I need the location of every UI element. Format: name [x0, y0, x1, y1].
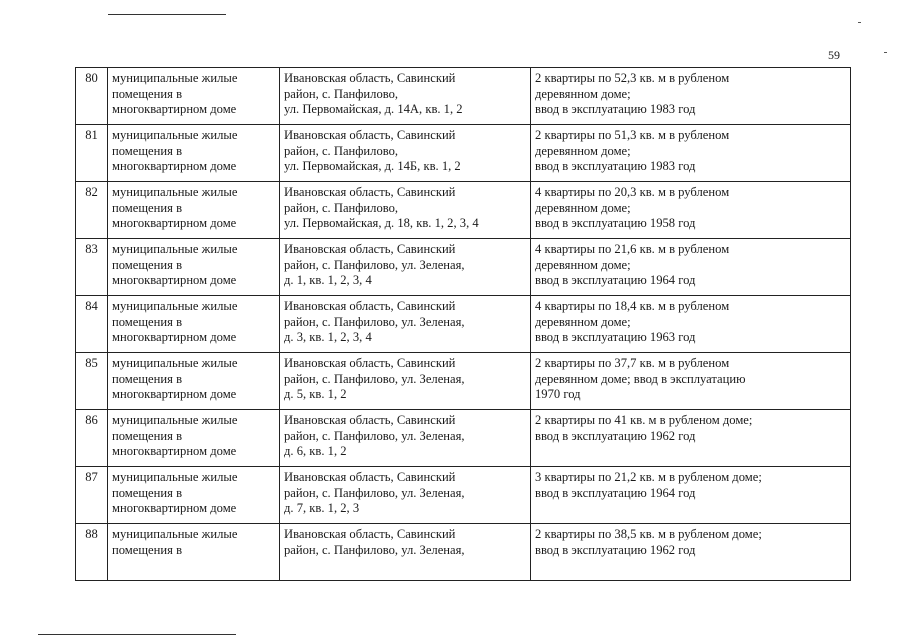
cell-text-line: муниципальные жилые: [112, 413, 238, 427]
row-number-cell: 82: [76, 182, 108, 239]
row-number-cell: 85: [76, 353, 108, 410]
table-row: [76, 239, 851, 296]
cell-text-line: ввод в эксплуатацию 1964 год: [535, 273, 696, 287]
cell-text-line: 2 квартиры по 37,7 кв. м в рубленом: [535, 356, 730, 370]
address-cell: [280, 353, 531, 410]
cell-text-line: деревянном доме;: [535, 314, 631, 329]
row-number-cell: 86: [76, 410, 108, 467]
cell-text-line: Ивановская область, Савинский: [284, 470, 456, 484]
address-cell: [280, 182, 531, 239]
property-type-cell: [108, 125, 280, 182]
cell-text-line: ввод в эксплуатацию 1962 год: [535, 428, 696, 443]
cell-text-line: д. 1, кв. 1, 2, 3, 4: [284, 273, 372, 287]
property-registry-table: [75, 67, 851, 581]
cell-text-line: деревянном доме;: [535, 86, 631, 101]
property-type-cell: [108, 296, 280, 353]
table-row: [76, 524, 851, 581]
cell-text-line: 2 квартиры по 51,3 кв. м в рубленом: [535, 128, 730, 142]
address-cell: [280, 239, 531, 296]
cell-text-line: муниципальные жилые: [112, 527, 238, 541]
cell-text-line: ввод в эксплуатацию 1958 год: [535, 216, 696, 230]
description-cell: [531, 467, 851, 524]
cell-text-line: район, с. Панфилово,: [284, 143, 399, 158]
cell-text-line: муниципальные жилые: [112, 71, 238, 85]
description-cell: [531, 524, 851, 581]
cell-text-line: 2 квартиры по 41 кв. м в рубленом доме;: [535, 413, 753, 427]
table-body: [76, 68, 851, 581]
cell-text-line: муниципальные жилые: [112, 356, 238, 370]
cell-text-line: муниципальные жилые: [112, 185, 238, 199]
bottom-rule: [38, 634, 236, 635]
cell-text-line: деревянном доме; ввод в эксплуатацию: [535, 371, 746, 386]
table-row: [76, 125, 851, 182]
cell-text-line: ввод в эксплуатацию 1962 год: [535, 542, 696, 557]
address-cell: [280, 467, 531, 524]
page-number: 59: [828, 48, 840, 62]
cell-text-line: помещения в: [112, 143, 183, 158]
cell-text-line: Ивановская область, Савинский: [284, 128, 456, 142]
property-type-cell: [108, 68, 280, 125]
table-row: [76, 353, 851, 410]
cell-text-line: район, с. Панфилово, ул. Зеленая,: [284, 542, 465, 557]
cell-text-line: район, с. Панфилово, ул. Зеленая,: [284, 371, 465, 386]
cell-text-line: муниципальные жилые: [112, 470, 238, 484]
description-cell: [531, 125, 851, 182]
description-cell: [531, 353, 851, 410]
cell-text-line: район, с. Панфилово, ул. Зеленая,: [284, 485, 465, 500]
cell-text-line: многоквартирном доме: [112, 387, 237, 401]
scan-speck: [884, 52, 887, 53]
cell-text-line: Ивановская область, Савинский: [284, 71, 456, 85]
description-cell: [531, 410, 851, 467]
cell-text-line: многоквартирном доме: [112, 102, 237, 116]
cell-text-line: помещения в: [112, 314, 183, 329]
property-type-cell: [108, 182, 280, 239]
table-row: [76, 467, 851, 524]
cell-text-line: многоквартирном доме: [112, 273, 237, 287]
cell-text-line: Ивановская область, Савинский: [284, 242, 456, 256]
cell-text-line: район, с. Панфилово, ул. Зеленая,: [284, 257, 465, 272]
cell-text-line: деревянном доме;: [535, 257, 631, 272]
cell-text-line: помещения в: [112, 371, 183, 386]
cell-text-line: многоквартирном доме: [112, 159, 237, 173]
cell-text-line: многоквартирном доме: [112, 216, 237, 230]
cell-text-line: Ивановская область, Савинский: [284, 185, 456, 199]
cell-text-line: район, с. Панфилово,: [284, 86, 399, 101]
cell-text-line: 2 квартиры по 38,5 кв. м в рубленом доме;: [535, 527, 762, 541]
cell-text-line: муниципальные жилые: [112, 128, 238, 142]
row-number-cell: 87: [76, 467, 108, 524]
cell-text-line: помещения в: [112, 428, 183, 443]
property-type-cell: [108, 467, 280, 524]
cell-text-line: ввод в эксплуатацию 1964 год: [535, 485, 696, 500]
property-type-cell: [108, 239, 280, 296]
cell-text-line: д. 3, кв. 1, 2, 3, 4: [284, 330, 372, 344]
table-row: [76, 68, 851, 125]
cell-text-line: Ивановская область, Савинский: [284, 413, 456, 427]
description-cell: [531, 68, 851, 125]
cell-text-line: многоквартирном доме: [112, 330, 237, 344]
cell-text-line: д. 5, кв. 1, 2: [284, 387, 347, 401]
row-number-cell: 84: [76, 296, 108, 353]
cell-text-line: район, с. Панфилово, ул. Зеленая,: [284, 428, 465, 443]
address-cell: [280, 410, 531, 467]
table-row: [76, 182, 851, 239]
table-row: [76, 410, 851, 467]
cell-text-line: муниципальные жилые: [112, 242, 238, 256]
address-cell: [280, 68, 531, 125]
description-cell: [531, 182, 851, 239]
row-number-cell: 81: [76, 125, 108, 182]
cell-text-line: 2 квартиры по 52,3 кв. м в рубленом: [535, 71, 730, 85]
cell-text-line: 4 квартиры по 21,6 кв. м в рубленом: [535, 242, 730, 256]
cell-text-line: 4 квартиры по 20,3 кв. м в рубленом: [535, 185, 730, 199]
table-row: [76, 296, 851, 353]
cell-text-line: Ивановская область, Савинский: [284, 299, 456, 313]
address-cell: [280, 125, 531, 182]
cell-text-line: многоквартирном доме: [112, 444, 237, 458]
cell-text-line: район, с. Панфилово,: [284, 200, 399, 215]
description-cell: [531, 296, 851, 353]
cell-text-line: деревянном доме;: [535, 200, 631, 215]
cell-text-line: Ивановская область, Савинский: [284, 356, 456, 370]
cell-text-line: д. 7, кв. 1, 2, 3: [284, 501, 360, 515]
cell-text-line: помещения в: [112, 257, 183, 272]
row-number-cell: 80: [76, 68, 108, 125]
cell-text-line: помещения в: [112, 542, 183, 557]
cell-text-line: деревянном доме;: [535, 143, 631, 158]
cell-text-line: многоквартирном доме: [112, 501, 237, 515]
address-cell: [280, 524, 531, 581]
cell-text-line: ул. Первомайская, д. 14Б, кв. 1, 2: [284, 159, 461, 173]
cell-text-line: 1970 год: [535, 387, 581, 401]
top-rule: [108, 14, 226, 15]
property-type-cell: [108, 353, 280, 410]
cell-text-line: помещения в: [112, 200, 183, 215]
cell-text-line: 3 квартиры по 21,2 кв. м в рубленом доме;: [535, 470, 762, 484]
cell-text-line: ввод в эксплуатацию 1983 год: [535, 102, 696, 116]
property-type-cell: [108, 524, 280, 581]
row-number-cell: 88: [76, 524, 108, 581]
description-cell: [531, 239, 851, 296]
cell-text-line: ул. Первомайская, д. 18, кв. 1, 2, 3, 4: [284, 216, 479, 230]
cell-text-line: ввод в эксплуатацию 1983 год: [535, 159, 696, 173]
cell-text-line: муниципальные жилые: [112, 299, 238, 313]
cell-text-line: Ивановская область, Савинский: [284, 527, 456, 541]
property-type-cell: [108, 410, 280, 467]
scan-speck: [858, 22, 861, 23]
row-number-cell: 83: [76, 239, 108, 296]
cell-text-line: ул. Первомайская, д. 14А, кв. 1, 2: [284, 102, 463, 116]
cell-text-line: район, с. Панфилово, ул. Зеленая,: [284, 314, 465, 329]
cell-text-line: помещения в: [112, 485, 183, 500]
cell-text-line: ввод в эксплуатацию 1963 год: [535, 330, 696, 344]
cell-text-line: д. 6, кв. 1, 2: [284, 444, 347, 458]
address-cell: [280, 296, 531, 353]
cell-text-line: помещения в: [112, 86, 183, 101]
cell-text-line: 4 квартиры по 18,4 кв. м в рубленом: [535, 299, 730, 313]
